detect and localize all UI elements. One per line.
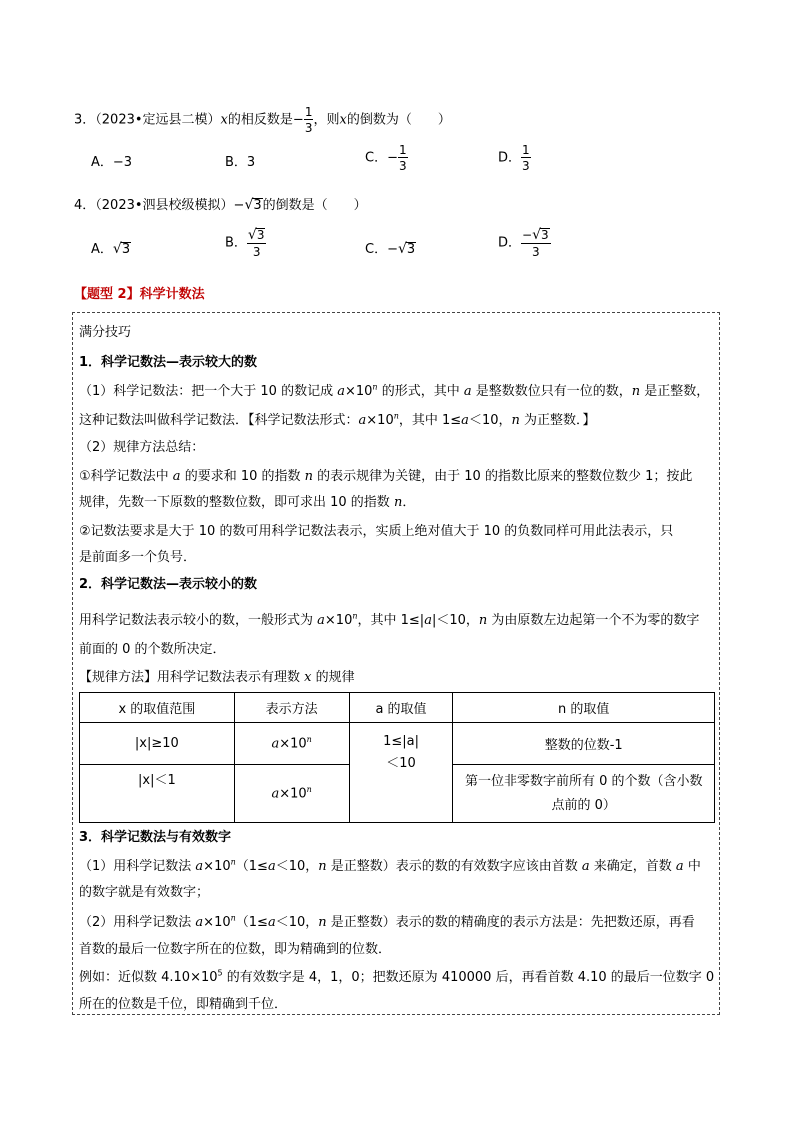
section-heading: 【题型 2】科学计数法 [74, 287, 205, 302]
q3-option-b[interactable]: B．3 [225, 155, 256, 170]
rule-table [79, 692, 715, 823]
table-cell: |x|＜1 [80, 765, 235, 823]
s2-line-2: 前面的 0 的个数所决定． [79, 642, 226, 657]
s3-line-2: 的数字就是有效数字； [79, 885, 210, 900]
s3-line-1: （1）用科学记数法 $a\times 10^n(1\le a<10$，n 是正整数）表示的数的有效数字应该由首数 a 来确定，首数 a 中 [79, 857, 701, 874]
s1-line-7: 是前面多一个负号． [79, 550, 197, 565]
q3-option-c[interactable]: C．− $\frac{1}{3}$ [365, 143, 407, 173]
question-3: 3．（2023•定远县二模）x的相反数是− $\frac{1}{3}$ ，则x的倒数为（ ） [74, 105, 451, 135]
table-cell: |x|≥10 [80, 723, 235, 765]
table-cell: $a\times 10^n$ [234, 765, 349, 823]
section-2-title: 2．科学记数法—表示较小的数 [79, 577, 258, 592]
s1-line-5: 规律，先数一下原数的整数位数，即可求出 10 的指数 n． [79, 495, 416, 510]
tips-title: 满分技巧 [79, 325, 132, 340]
section-3-title: 3．科学记数法与有效数字 [79, 830, 232, 845]
question-number: 4． [74, 198, 96, 213]
table-cell: 整数的位数-1 [453, 723, 715, 765]
section-1-title: 1．科学记数法—表示较大的数 [79, 355, 258, 370]
s2-line-1: 用科学记数法表示较小的数，一般形式为 $a\times 10^n$，其中 1≤|a|＜10，n 为由原数左边起第一个不为零的数字 [79, 611, 700, 628]
table-header-row [80, 693, 715, 723]
s1-line-4: ①科学记数法中 a 的要求和 10 的指数 n 的表示规律为关键，由于 10 的指数比原来的整数位数少 1；按此 [79, 469, 693, 484]
s3-line-4: 首数的最后一位数字所在的位数，即为精确到的位数． [79, 942, 392, 957]
s3-line-6: 所在的位数是千位，即精确到千位． [79, 997, 288, 1012]
table-row [80, 723, 715, 765]
table-cell: $a\times 10^n$ [234, 723, 349, 765]
question-source: （2023•定远县二模） [95, 112, 221, 128]
s3-line-5: 例如：近似数 $4.10\times 10^5$ 的有效数字是 4，1，0；把数还原为 410000 后，再看首数 4.10 的最后一位数字 0 [79, 968, 715, 985]
table-cell: 1≤|a| ＜10 [349, 723, 453, 823]
q3-option-a[interactable]: A．−3 [91, 155, 133, 170]
question-4: 4．（2023•泗县校级模拟）−√3的倒数是（ ） [74, 197, 367, 213]
table-header: x 的取值范围 [80, 693, 235, 723]
s1-line-3: （2）规律方法总结： [79, 440, 205, 455]
s1-line-1: （1）科学记数法：把一个大于 10 的数记成 $a\times 10^n$ 的形式，其中 a 是整数数位只有一位的数，n 是正整数， [79, 382, 710, 399]
s3-line-3: （2）用科学记数法 $a\times 10^n(1\le a<10$，n 是正整数）表示的数的精确度的表示方法是：先把数还原，再看 [79, 913, 695, 930]
sqrt-icon: √ [244, 197, 254, 213]
question-number: 3． [74, 112, 96, 128]
q4-option-b[interactable]: B． $\frac{√3}{3}$ [225, 227, 265, 260]
s1-line-6: ②记数法要求是大于 10 的数可用科学记数法表示，实质上绝对值大于 10 的负数同样可用此法表示，只 [79, 524, 674, 539]
table-cell: 第一位非零数字前所有 0 的个数（含小数 点前的 0） [453, 765, 715, 823]
table-header: 表示方法 [234, 693, 349, 723]
table-header: n 的取值 [453, 693, 715, 723]
s1-line-2: 这种记数法叫做科学记数法．【科学记数法形式：$a\times 10^n$，其中 1≤a＜10，n 为正整数．】 [79, 411, 596, 428]
q3-option-d[interactable]: D． $\frac{1}{3}$ [498, 143, 530, 173]
question-source: （2023•泗县校级模拟） [95, 198, 234, 213]
table-header: a 的取值 [349, 693, 453, 723]
q4-option-d[interactable]: D． $\frac{-√3}{3}$ [498, 227, 549, 260]
q4-option-c[interactable]: C．−√3 [365, 241, 416, 257]
fraction: $\frac{1}{3}$ [304, 105, 313, 135]
q4-option-a[interactable]: A．√3 [91, 241, 131, 257]
s2-line-3: 【规律方法】用科学记数法表示有理数 x 的规律 [79, 670, 355, 685]
